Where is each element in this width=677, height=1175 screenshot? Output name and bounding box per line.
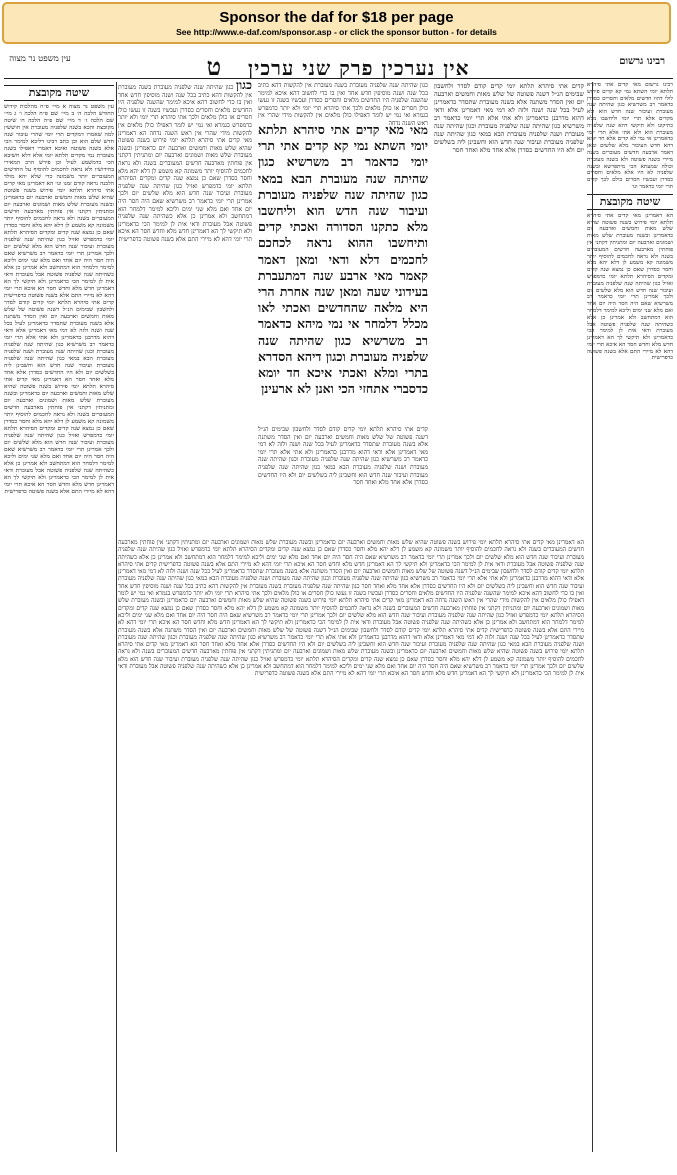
folio-number: ט	[206, 52, 223, 81]
tosafot-below-text: קדים אתי סיהרא תלתא יומי קדים קודם לסדר ולחשבון שבימים הנ״ל דשנה פשוטה של שלש מאות וחמשים וארבעה יום ואין הסדר משתנה אלא בשנה מעוברת שתסדר כדאמרינן לעיל בכל שנה ושנה ולזה לא דמי מאי דאמרינן אלא ודאי דהוא מדרבנן כדאמרינן ולא אתי אלא תרי יומי כדאמר רב משרשיא כגון שהיתה שנה שלפניה מעוברת וכגון שהיתה שנה מעוברת ושנה שלפניה מעוברת הבא במאי כגון שהיתה שנה שלפניה מעוברת ועיבור שנה חדש הוא וחשבינן ליה בשלשים יום ולא היו החדשים כסדרן אלא אחד מלא ואחד חסר	[258, 426, 428, 487]
column-divider-left	[116, 82, 117, 1152]
header-rule	[4, 78, 673, 79]
lower-text-3: כגון שהיתה שנה שלפניה מעוברת בשנה מעוברת אין להקשות דהא כתיב בכל שנה ושנה מוסיפין חדש אחד ואין בו כדי לחשוב דהא איכא למימר שהשנה שלפניה היו החדשים מלאים וחסרים כסדרן ועכשיו בשנה זו נעשו כולן חסרים או כולן מלאים ולכך אתי סיהרא תרי יומי ולא יותר כדמפרש בגמרא ואי נמי יש לומר דאפילו כולן מלאים אין להקשות מידי שהרי אין ראש השנה נדחה	[118, 583, 585, 605]
tosafot-text: כגון שהיתה שנה שלפניה מעוברת בשנה מעוברת אין להקשות דהא כתיב בכל שנה ושנה מוסיפין חדש אחד ואין בו כדי לחשוב דהא איכא למימר שהשנה שלפניה היו החדשים מלאים וחסרים כסדרן ועכשיו בשנה זו נעשו כולן חסרים או כולן מלאים ולכך אתי סיהרא תרי יומי ולא יותר כדמפרש בגמרא ואי נמי יש לומר דאפילו כולן מלאים אין להקשות מידי שהרי אין ראש השנה נדחה	[118, 84, 252, 137]
page-header	[4, 52, 673, 81]
tosafot-text-continued: הא דאמרינן מאי קדים אתי סיהרא תלתא יומי פירוש בשנה פשוטה שהיא שלש מאות וחמשים וארבעה יום כדאמרינן ובשנה מעוברת שלש מאות ושמונים וארבעה יום ומתניתין דקתני אין פוחתין מארבעה חדשים המעוברים בשנה ולא נראה לחכמים להוסיף יותר משמונה קא משמע לן דלא יהא מלא וחסר כסדרן שאם כן נמצא שנה קדים ומקדים הסיהרא תלתא יומי כדמפרש ואזיל כגון שהיתה שנה שלפניה מעוברת ועיבור שנה חדש הוא מלא שלשים יום ולכך אמרינן תרי יומי כדאמר רב משרשיא שאם היה חסר היה יום אחד ואם מלא שני ימים וליכא למימר דלמחר הוא דמתחשב ולא אמרינן כן אלא כשהיתה שנה שלפניה פשוטה אבל מעוברת ודאי אית לן למימר הכי כדאמרינן ולא תיקשי לך הא דאמרינן חדש מלא וחדש חסר הא איכא תרי יומי דהא לא מיירי התם אלא בשנה פשוטה כדפרישית	[118, 129, 252, 243]
left-margin-column	[4, 82, 114, 1152]
tosafot-commentary	[118, 78, 252, 534]
talmud-page	[4, 52, 673, 1160]
right-column-text-continued: הא דאמרינן מאי קדים אתי סיהרא תלתא יומי פירוש בשנה פשוטה שהיא שלש מאות וחמשים וארבעה יום כדאמרינן ובשנה מעוברת שלש מאות ושמונים וארבעה יום ומתניתין דקתני אין פוחתין מארבעה חדשים המעוברים בשנה ולא נראה לחכמים להוסיף יותר משמונה קא משמע לן דלא יהא מלא וחסר כסדרן שאם כן נמצא שנה קדים ומקדים הסיהרא תלתא יומי כדמפרש ואזיל כגון שהיתה שנה שלפניה מעוברת ועיבור שנה חדש הוא מלא שלשים יום ולכך אמרינן תרי יומי כדאמר רב משרשיא שאם היה חסר היה יום אחד ואם מלא שני ימים וליכא למימר דלמחר הוא דמתחשב ולא אמרינן כן אלא כשהיתה שנה שלפניה פשוטה אבל מעוברת ודאי אית לן למימר הכי כדאמרינן ולא תיקשי לך הא דאמרינן חדש מלא וחדש חסר הא איכא תרי יומי דהא לא מיירי התם אלא בשנה פשוטה כדפרישית	[587, 212, 673, 362]
left-column-text: עין משפט נר מצוה א מיי׳ פ״ח מהלכות קידוש החודש הלכה ה׳ ב מיי׳ שם פ״ח הלכה ו׳ ג מיי׳ שם הלכה ז׳ ד מיי׳ שם פ״ה הלכה ח׳ שיטה מקובצת והכא בשנה שלפניה מעוברת אין חוששין למה שאמרו דמקדים תרי יומי שהרי עיבור שנה חדש שלם הוא וכן כתב רבינו דליכא למימר הכי אלא בשנה פשוטה ואיכא דאמרי דאפילו בשנה מעוברת נמי מקדים תלתא יומי אלא דלא חשיבא הכי כדמשמע לעיל וכן פירש הרב המאירי בחידושיו ולא נראה לחכמים להוסיף על החדשים המעוברים יותר משמונה כדי שלא יהא מולד הלבנה נראה קודם זמנו וגו׳	[4, 104, 115, 187]
lower-text-4: הא דאמרינן מאי קדים אתי סיהרא תלתא יומי פירוש בשנה פשוטה שהיא שלש מאות וחמשים וארבעה יום כדאמרינן ובשנה מעוברת שלש מאות ושמונים וארבעה יום ומתניתין דקתני אין פוחתין מארבעה חדשים המעוברים בשנה ולא נראה לחכמים להוסיף יותר משמונה קא משמע לן דלא יהא מלא וחסר כסדרן שאם כן נמצא שנה קדים ומקדים הסיהרא תלתא יומי כדמפרש ואזיל כגון שהיתה שנה שלפניה מעוברת ועיבור שנה חדש הוא מלא שלשים יום ולכך אמרינן תרי יומי כדאמר רב משרשיא שאם היה חסר היה יום אחד ואם מלא שני ימים וליכא למימר דלמחר הוא דמתחשב ולא אמרינן כן אלא כשהיתה שנה שלפניה פשוטה אבל מעוברת ודאי אית לן למימר הכי כדאמרינן ולא תיקשי לך הא דאמרינן חדש מלא וחדש חסר הא איכא תרי יומי דהא לא מיירי התם אלא בשנה פשוטה כדפרישית	[118, 598, 585, 634]
sponsor-banner[interactable]	[2, 2, 671, 44]
header-right: רבינו גרשום	[619, 56, 665, 67]
chapter-title: אין נערכין פרק שני ערכין	[248, 56, 470, 80]
tosafot-top	[258, 82, 428, 127]
column-divider-right	[592, 82, 593, 1152]
main-text-area	[118, 78, 585, 1152]
gemara-text	[258, 122, 428, 422]
lower-text-1: הא דאמרינן מאי קדים אתי סיהרא תלתא יומי פירוש בשנה פשוטה שהיא שלש מאות וחמשים וארבעה יום כדאמרינן ובשנה מעוברת שלש מאות ושמונים וארבעה יום ומתניתין דקתני אין פוחתין מארבעה חדשים המעוברים בשנה ולא נראה לחכמים להוסיף יותר משמונה קא משמע לן דלא יהא מלא וחסר כסדרן שאם כן נמצא שנה קדים ומקדים הסיהרא תלתא יומי כדמפרש ואזיל כגון שהיתה שנה שלפניה מעוברת ועיבור שנה חדש הוא מלא שלשים יום ולכך אמרינן תרי יומי כדאמר רב משרשיא שאם היה חסר היה יום אחד ואם מלא שני ימים וליכא למימר דלמחר הוא דמתחשב ולא אמרינן כן אלא כשהיתה שנה שלפניה פשוטה אבל מעוברת ודאי אית לן למימר הכי כדאמרינן ולא תיקשי לך הא דאמרינן חדש מלא וחדש חסר הא איכא תרי יומי דהא לא מיירי התם אלא בשנה פשוטה כדפרישית	[118, 540, 584, 568]
left-column-text-end: הא דאמרינן מאי קדים אתי סיהרא תלתא יומי פירוש בשנה פשוטה שהיא שלש מאות וחמשים וארבעה יום כדאמרינן ובשנה מעוברת שלש מאות ושמונים וארבעה יום ומתניתין דקתני אין פוחתין מארבעה חדשים המעוברים בשנה ולא נראה לחכמים להוסיף יותר משמונה קא משמע לן דלא יהא מלא וחסר כסדרן שאם כן נמצא שנה קדים ומקדים הסיהרא תלתא יומי כדמפרש ואזיל כגון שהיתה שנה שלפניה מעוברת ועיבור שנה חדש הוא מלא שלשים יום ולכך אמרינן תרי יומי כדאמר רב משרשיא שאם היה חסר היה יום אחד ואם מלא שני ימים וליכא למימר דלמחר הוא דמתחשב ולא אמרינן כן אלא כשהיתה שנה שלפניה פשוטה אבל מעוברת ודאי אית לן למימר הכי כדאמרינן ולא תיקשי לך הא דאמרינן חדש מלא וחדש חסר הא איכא תרי יומי דהא לא מיירי התם אלא בשנה פשוטה כדפרישית	[4, 377, 114, 495]
lower-text-2: קדים אתי סיהרא תלתא יומי קדים קודם לסדר ולחשבון שבימים הנ״ל דשנה פשוטה של שלש מאות וחמשים וארבעה יום ואין הסדר משתנה אלא בשנה מעוברת שתסדר כדאמרינן לעיל בכל שנה ושנה ולזה לא דמי מאי דאמרינן אלא ודאי דהוא מדרבנן כדאמרינן ולא אתי אלא תרי יומי כדאמר רב משרשיא כגון שהיתה שנה שלפניה מעוברת וכגון שהיתה שנה מעוברת ושנה שלפניה מעוברת הבא במאי כגון שהיתה שנה שלפניה מעוברת ועיבור שנה חדש הוא וחשבינן ליה בשלשים יום ולא היו החדשים כסדרן אלא אחד מלא ואחד חסר	[118, 561, 585, 590]
left-column-text-more: קדים אתי סיהרא תלתא יומי קדים קודם לסדר ולחשבון שבימים הנ״ל דשנה פשוטה של שלש מאות וחמשים וארבעה יום ואין הסדר משתנה אלא בשנה מעוברת שתסדר כדאמרינן לעיל בכל שנה ושנה ולזה לא דמי מאי דאמרינן אלא ודאי דהוא מדרבנן כדאמרינן ולא אתי אלא תרי יומי כדאמר רב משרשיא כגון שהיתה שנה שלפניה מעוברת וכגון שהיתה שנה מעוברת ושנה שלפניה מעוברת הבא במאי כגון שהיתה שנה שלפניה מעוברת ועיבור שנה חדש הוא וחשבינן ליה בשלשים יום ולא היו החדשים כסדרן אלא אחד מלא ואחד חסר	[4, 300, 114, 383]
tosafot-opening-word: כגון	[236, 78, 252, 92]
gemara-body: מאי קדים אתי סיהרא תלתא יומי השתא נמי קא קדים אתי תרי יומי כדאמר רב משרשיא כגון שהיתה שנה מעוברת הבא במאי כגון שהיתה שנה שלפניה מעוברת ועיבור שנה חדש הוא וליחשבו מלא כתקנו הסדורה ואכתי קדים ותיחשבו ההוא נראה לכחכם לחכמים דלא ודאי ומאן דאמר קאמר מאי ארבע שנה דמתעברת בעידוני שעה ומאן שנה אחרת הרי היא מלאה שהחדשים ואכתי לאו מכלל דלמחר אי נמי מיהא כדאמר רב משרשיא כגון שהיתה שנה שלפניה מעוברת וכגון דיהא הסדרא בתרי ומלא ואכתי איכא חד יומא כדסברי אתחזי הכי ואנן לא ארעינן	[258, 122, 428, 397]
section-title-right: שיטה מקובצת	[587, 194, 673, 210]
sponsor-subtitle[interactable]: See http://www.e-daf.com/sponsor.asp - or click the sponsor button - for details	[176, 27, 497, 37]
tosafot-below-gemara	[258, 426, 428, 534]
header-left: עין משפט נר מצוה	[9, 54, 71, 64]
right-margin-column	[587, 82, 673, 1152]
right-column-text: רבינו גרשום מאי קדים אתי סיהרא תלתא יומי השתא נמי קא קדים פירוש לולי דהוו חדשים מלאים וחסרים כסדרן כדאמר רב משרשיא כגון שהיתה שנה מעוברת ועיבור שנה חדש הוא ולא מקדים אלא תרי יומי וליחשבו מלא כתיקונו ולא תיקשי דהא שנה שלפניה מעוברת הוא ולא אתי אלא תרי יומי כדאמרינן אי נמי לא קדים אלא חד יומא דהא חדש העיבור מלא שלשים ומאן דאמר ארבעה חדשים מעוברים בשנה מיירי בשנה פשוטה ולא בשנה מעוברת וכולה שמעתא הכי מיתפרשא ובשנה שלפניה לא היו אלא מלאים וחסרים כסדרן ועכשיו חסרים כולם לכך קדים תרי יומי כדאמר וגו׳	[587, 82, 673, 190]
lower-text-6: הא דאמרינן מאי קדים אתי סיהרא תלתא יומי פירוש בשנה פשוטה שהיא שלש מאות וחמשים וארבעה יום כדאמרינן ובשנה מעוברת שלש מאות ושמונים וארבעה יום ומתניתין דקתני אין פוחתין מארבעה חדשים המעוברים בשנה ולא נראה לחכמים להוסיף יותר משמונה קא משמע לן דלא יהא מלא וחסר כסדרן שאם כן נמצא שנה קדים ומקדים הסיהרא תלתא יומי כדמפרש ואזיל כגון שהיתה שנה שלפניה מעוברת ועיבור שנה חדש הוא מלא שלשים יום ולכך אמרינן תרי יומי כדאמר רב משרשיא שאם היה חסר היה יום אחד ואם מלא שני ימים וליכא למימר דלמחר הוא דמתחשב ולא אמרינן כן אלא כשהיתה שנה שלפניה פשוטה אבל מעוברת ודאי אית לן למימר הכי כדאמרינן ולא תיקשי לך הא דאמרינן חדש מלא וחדש חסר הא איכא תרי יומי דהא לא מיירי התם אלא בשנה פשוטה כדפרישית	[118, 642, 584, 678]
gemara-opening-word: מאי	[410, 123, 428, 137]
left-column-text-continued: הא דאמרינן מאי קדים אתי סיהרא תלתא יומי פירוש בשנה פשוטה שהיא שלש מאות וחמשים וארבעה יום כדאמרינן ובשנה מעוברת שלש מאות ושמונים וארבעה יום ומתניתין דקתני אין פוחתין מארבעה חדשים המעוברים בשנה ולא נראה לחכמים להוסיף יותר משמונה קא משמע לן דלא יהא מלא וחסר כסדרן שאם כן נמצא שנה קדים ומקדים הסיהרא תלתא יומי כדמפרש ואזיל כגון שהיתה שנה שלפניה מעוברת ועיבור שנה חדש הוא מלא שלשים יום ולכך אמרינן תרי יומי כדאמר רב משרשיא שאם היה חסר היה יום אחד ואם מלא שני ימים וליכא למימר דלמחר הוא דמתחשב ולא אמרינן כן אלא כשהיתה שנה שלפניה פשוטה אבל מעוברת ודאי אית לן למימר הכי כדאמרינן ולא תיקשי לך הא דאמרינן חדש מלא וחדש חסר הא איכא תרי יומי דהא לא מיירי התם אלא בשנה פשוטה כדפרישית	[4, 181, 114, 299]
section-title-left: שיטה מקובצת	[4, 85, 114, 101]
rashi-commentary	[434, 82, 584, 534]
tosafot-top-text: כגון שהיתה שנה שלפניה מעוברת בשנה מעוברת אין להקשות דהא כתיב בכל שנה ושנה מוסיפין חדש אחד ואין בו כדי לחשוב דהא איכא למימר שהשנה שלפניה היו החדשים מלאים וחסרים כסדרן ועכשיו בשנה זו נעשו כולן חסרים או כולן מלאים ולכך אתי סיהרא תרי יומי ולא יותר כדמפרש בגמרא ואי נמי יש לומר דאפילו כולן מלאים אין להקשות מידי שהרי אין ראש השנה נדחה	[258, 82, 428, 127]
rashi-text: קדים אתי סיהרא תלתא יומי קדים קודם לסדר ולחשבון שבימים הנ״ל דשנה פשוטה של שלש מאות וחמשים וארבעה יום ואין הסדר משתנה אלא בשנה מעוברת שתסדר כדאמרינן לעיל בכל שנה ושנה ולזה לא דמי מאי דאמרינן אלא ודאי דהוא מדרבנן כדאמרינן ולא אתי אלא תרי יומי כדאמר רב משרשיא כגון שהיתה שנה שלפניה מעוברת וכגון שהיתה שנה מעוברת ושנה שלפניה מעוברת הבא במאי כגון שהיתה שנה שלפניה מעוברת ועיבור שנה חדש הוא וחשבינן ליה בשלשים יום ולא היו החדשים כסדרן אלא אחד מלא ואחד חסר	[434, 82, 584, 154]
lower-text-5: קדים אתי סיהרא תלתא יומי קדים קודם לסדר ולחשבון שבימים הנ״ל דשנה פשוטה של שלש מאות וחמשים וארבעה יום ואין הסדר משתנה אלא בשנה מעוברת שתסדר כדאמרינן לעיל בכל שנה ושנה ולזה לא דמי מאי דאמרינן אלא ודאי דהוא מדרבנן כדאמרינן ולא אתי אלא תרי יומי כדאמר רב משרשיא כגון שהיתה שנה שלפניה מעוברת וכגון שהיתה שנה מעוברת ושנה שלפניה מעוברת הבא במאי כגון שהיתה שנה שלפניה מעוברת ועיבור שנה חדש הוא וחשבינן ליה בשלשים יום ולא היו החדשים כסדרן אלא אחד מלא ואחד חסר	[118, 627, 585, 649]
lower-commentary	[118, 540, 584, 1152]
sponsor-title[interactable]: Sponsor the daf for $18 per page	[219, 9, 454, 26]
